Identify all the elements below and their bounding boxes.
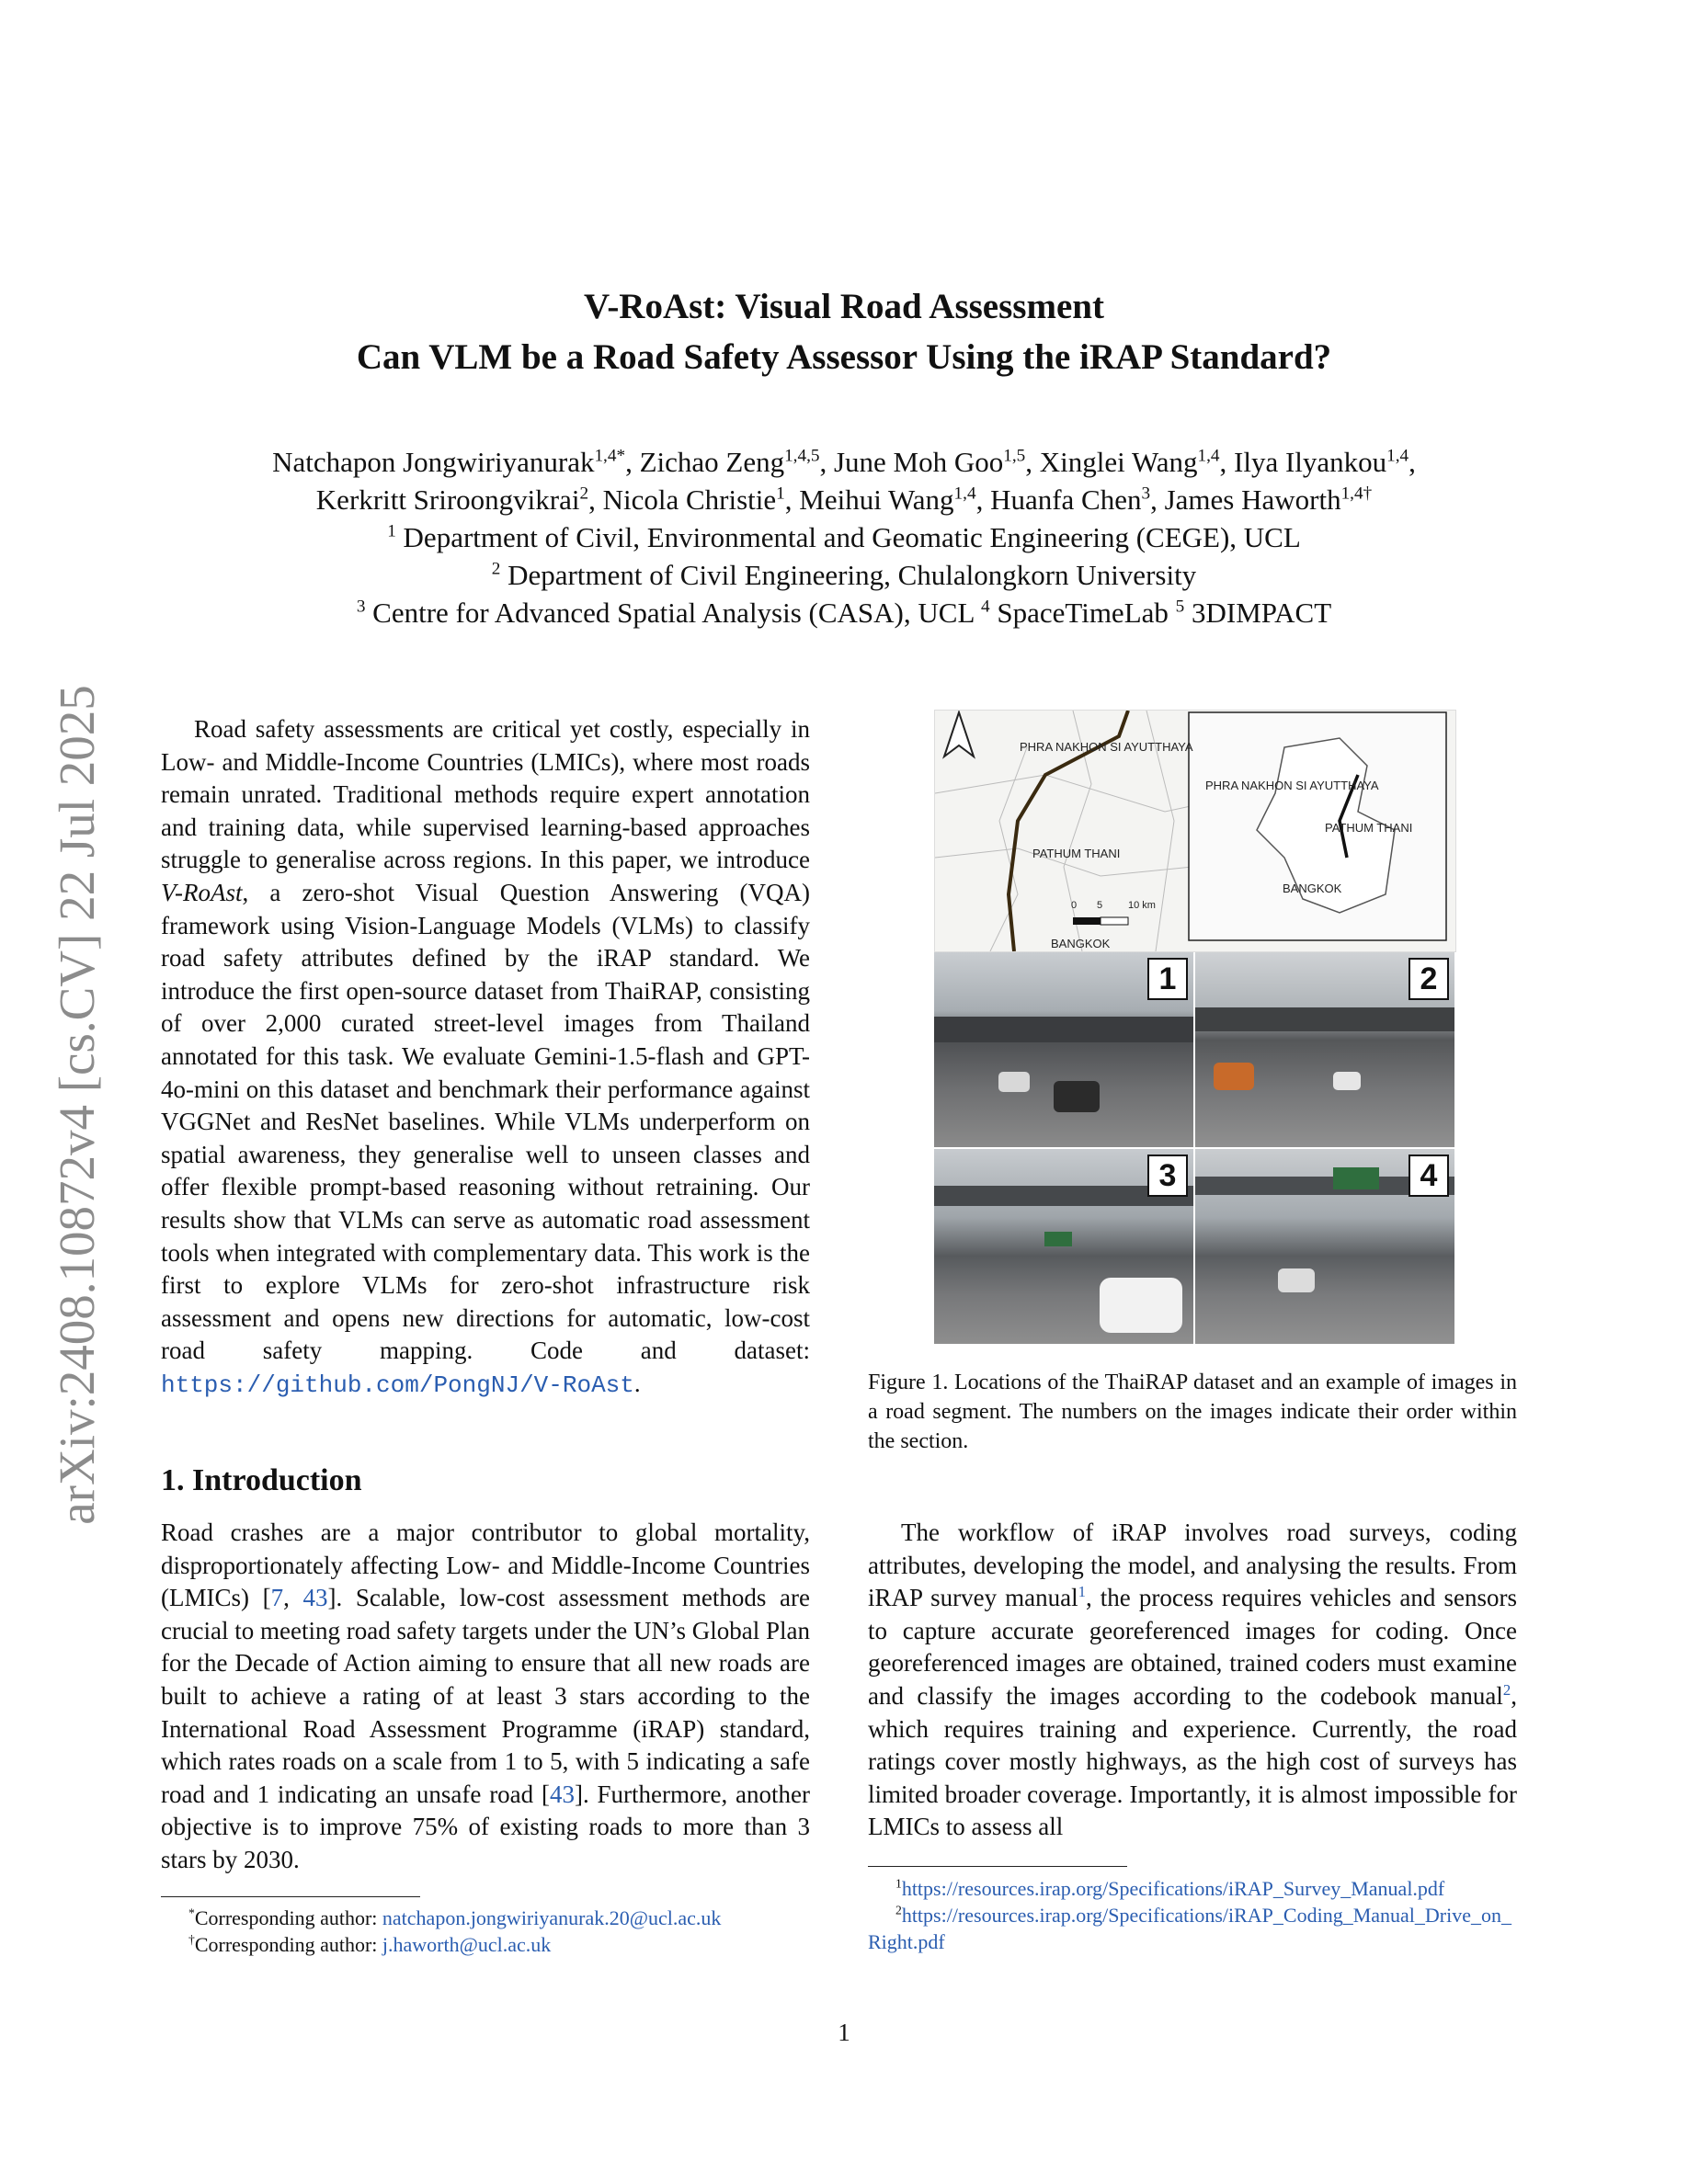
author-name: Meihui Wang: [799, 483, 954, 516]
body-text: , which requires training and experience. Currently, the road ratings cover mostly highways, as the high cost of surveys has limited broader coverage. Importantly, it is almost impossible for LMICs to assess all: [868, 1681, 1517, 1841]
abstract-text: .: [633, 1369, 641, 1397]
author-affil-sup: 1,4,5: [784, 446, 820, 466]
author-name: Nicola Christie: [602, 483, 777, 516]
author-affil-sup: 1,4*: [594, 446, 626, 466]
author-sep: ,: [975, 483, 991, 516]
footnote-rule: [868, 1866, 1127, 1867]
footnote-ref[interactable]: 1: [1078, 1583, 1086, 1601]
author-affil-sup: 1: [776, 483, 785, 504]
author-sep: ,: [1409, 446, 1416, 478]
author-name: James Haworth: [1164, 483, 1341, 516]
footnote-1: [895, 1875, 1517, 1902]
map-label: PHRA NAKHON SI AYUTTHAYA: [1205, 779, 1379, 792]
affiliation-3: [0, 594, 1688, 631]
email-link[interactable]: natchapon.jongwiriyanurak.20@ucl.ac.uk: [382, 1906, 722, 1929]
abstract-text: , a zero-shot Visual Question Answering (VQA) framework using Vision-Language Models (VLMs) to classify road safety attributes defined by the iRAP standard. We introduce the first open-source dataset from ThaiRAP, consisting of over 2,000 curated street-level images from Thailand annotated for this task. We evaluate Gemini-1.5-flash and GPT-4o-mini on this dataset and benchmark their performance against VGGNet and ResNet baselines. While VLMs underperform on spatial awareness, they generalise well to unseen classes and offer flexible prompt-based reasoning without retraining. Our results show that VLMs can serve as automatic road assessment tools when integrated with complementary data. This work is the first to explore VLMs for zero-shot infrastructure risk assessment and opens new directions for automatic, low-cost road safety mapping. Code and dataset:: [161, 878, 810, 1365]
section-heading: 1. Introduction: [161, 1463, 362, 1497]
north-arrow-icon: [944, 712, 974, 756]
author-affil-sup: 3: [1141, 483, 1151, 504]
affil-sup: 2: [491, 559, 501, 579]
author-line-2: [0, 481, 1688, 518]
paper-title-line2: Can VLM be a Road Safety Assessor Using the iRAP Standard?: [356, 337, 1332, 377]
author-sep: ,: [784, 483, 800, 516]
author-sep: ,: [1219, 446, 1235, 478]
author-affil-sup: 1,4: [1197, 446, 1220, 466]
paper-title-line1: V-RoAst: Visual Road Assessment: [584, 287, 1104, 326]
image-order-badge: 2: [1409, 958, 1449, 1000]
affiliation-1: [0, 518, 1688, 556]
author-sep: ,: [588, 483, 603, 516]
footnote-corresponding-1: [188, 1905, 721, 1931]
footnote-label: Corresponding author:: [194, 1906, 382, 1929]
affiliation-2: [0, 556, 1688, 594]
scale-label: 0: [1071, 900, 1078, 911]
road-image-3: [934, 1149, 1193, 1344]
location-map: [934, 710, 1456, 952]
scale-bar: [1073, 917, 1128, 925]
page-number: 1: [838, 2019, 850, 2046]
footnote-ref[interactable]: 2: [1502, 1680, 1511, 1699]
map-label: BANGKOK: [1283, 882, 1342, 895]
affil-text: Department of Civil Engineering, Chulalongkorn University: [500, 559, 1197, 591]
author-sep: ,: [625, 446, 640, 478]
author-sep: ,: [1025, 446, 1040, 478]
image-order-badge: 1: [1147, 958, 1188, 1000]
affil-text: SpaceTimeLab: [989, 597, 1176, 629]
author-name: Huanfa Chen: [990, 483, 1142, 516]
author-affil-sup: 1,4†: [1340, 483, 1373, 504]
affil-text: Department of Civil, Environmental and Geomatic Engineering (CEGE), UCL: [395, 521, 1301, 553]
footnote-mark: *: [188, 1905, 195, 1920]
scale-label: 10 km: [1128, 900, 1156, 911]
arxiv-stamp: arXiv:2408.10872v4 [cs.CV] 22 Jul 2025: [49, 685, 105, 1525]
author-sep: ,: [1150, 483, 1165, 516]
road-image-4: [1195, 1149, 1454, 1344]
footnote-url[interactable]: https://resources.irap.org/Specifications/iRAP_Survey_Manual.pdf: [901, 1877, 1445, 1900]
body-text: , the process requires vehicles and sensors to capture accurate georeferenced images for coding. Once georeferenced images are obtained, trained coders must examine and classify the images according to the codebook manual: [868, 1584, 1517, 1710]
intro-text: ]. Furthermore, another objective is to improve 75% of existing roads to more than 3 stars by 2030.: [161, 1780, 810, 1873]
abstract-text: Road safety assessments are critical yet costly, especially in Low- and Middle-Income Countries (LMICs), where most roads remain unrated. Traditional methods require expert annotation and training data, while supervised learning-based approaches struggle to generalise across regions. In this paper, we introduce: [161, 715, 810, 874]
affil-sup: 3: [356, 597, 366, 617]
affil-sup: 5: [1175, 597, 1185, 617]
map-label: PATHUM THANI: [1325, 821, 1413, 835]
map-label: BANGKOK: [1051, 937, 1111, 950]
abstract-emph: V-RoAst: [161, 878, 243, 906]
abstract: [161, 713, 810, 1402]
author-name: Ilya Ilyankou: [1234, 446, 1387, 478]
citation-link[interactable]: 43: [302, 1584, 328, 1612]
intro-text: ,: [283, 1584, 303, 1612]
email-link[interactable]: j.haworth@ucl.ac.uk: [382, 1933, 552, 1956]
body-text: The workflow of iRAP involves road surveys, coding attributes, developing the model, and analysing the results. From iRAP survey manual: [868, 1519, 1517, 1612]
image-order-badge: 3: [1147, 1155, 1188, 1197]
footnote-rule: [161, 1896, 420, 1897]
citation-link[interactable]: 43: [549, 1780, 575, 1808]
intro-text: Road crashes are a major contributor to global mortality, disproportionately affecting Low- and Middle-Income Countries (LMICs) [: [161, 1519, 810, 1612]
footnote-mark: 1: [895, 1876, 902, 1891]
author-name: Zichao Zeng: [639, 446, 785, 478]
map-label: PHRA NAKHON SI AYUTTHAYA: [1020, 740, 1193, 754]
author-line-1: [0, 443, 1688, 481]
image-order-badge: 4: [1409, 1155, 1449, 1197]
author-sep: ,: [819, 446, 834, 478]
footnote-label: Corresponding author:: [194, 1933, 382, 1956]
author-name: Xinglei Wang: [1039, 446, 1198, 478]
author-affil-sup: 1,4: [1386, 446, 1409, 466]
author-affil-sup: 1,5: [1003, 446, 1026, 466]
author-name: Natchapon Jongwiriyanurak: [272, 446, 595, 478]
footnote-corresponding-2: [188, 1931, 551, 1958]
footnote-mark: †: [188, 1932, 195, 1947]
footnote-2: [868, 1902, 1521, 1955]
footnote-url[interactable]: https://resources.irap.org/Specifications/iRAP_Coding_Manual_Drive_on_Right.pdf: [868, 1904, 1511, 1953]
road-image-2: [1195, 952, 1454, 1147]
author-affil-sup: 1,4: [953, 483, 976, 504]
intro-text: ]. Scalable, low-cost assessment methods are crucial to meeting road safety targets under the UN’s Global Plan for the Decade of Action aiming to ensure that all new roads are built to achieve a rating of at least 3 stars according to the International Road Assessment Programme (iRAP) standard, which rates roads on a scale from 1 to 5, with 5 indicating a safe road and 1 indicating an unsafe road [: [161, 1584, 811, 1808]
affil-text: Centre for Advanced Spatial Analysis (CASA), UCL: [365, 597, 981, 629]
workflow-paragraph: [868, 1517, 1517, 1844]
affil-sup: 4: [980, 597, 990, 617]
author-affil-sup: 2: [579, 483, 589, 504]
citation-link[interactable]: 7: [270, 1584, 284, 1612]
road-image-1: [934, 952, 1193, 1147]
affil-sup: 1: [387, 521, 396, 541]
footnote-mark: 2: [895, 1903, 902, 1917]
author-name: Kerkritt Sriroongvikrai: [315, 483, 580, 516]
affil-text: 3DIMPACT: [1184, 597, 1332, 629]
map-label: PATHUM THANI: [1032, 847, 1121, 860]
intro-paragraph: [161, 1517, 810, 1877]
figure-caption: Figure 1. Locations of the ThaiRAP dataset and an example of images in a road segment. The numbers on the images indicate their order within the section.: [868, 1371, 1517, 1453]
author-name: June Moh Goo: [833, 446, 1004, 478]
code-link[interactable]: https://github.com/PongNJ/V-RoAst: [161, 1371, 634, 1399]
figure-1: [934, 710, 1454, 1344]
scale-label: 5: [1097, 900, 1103, 911]
